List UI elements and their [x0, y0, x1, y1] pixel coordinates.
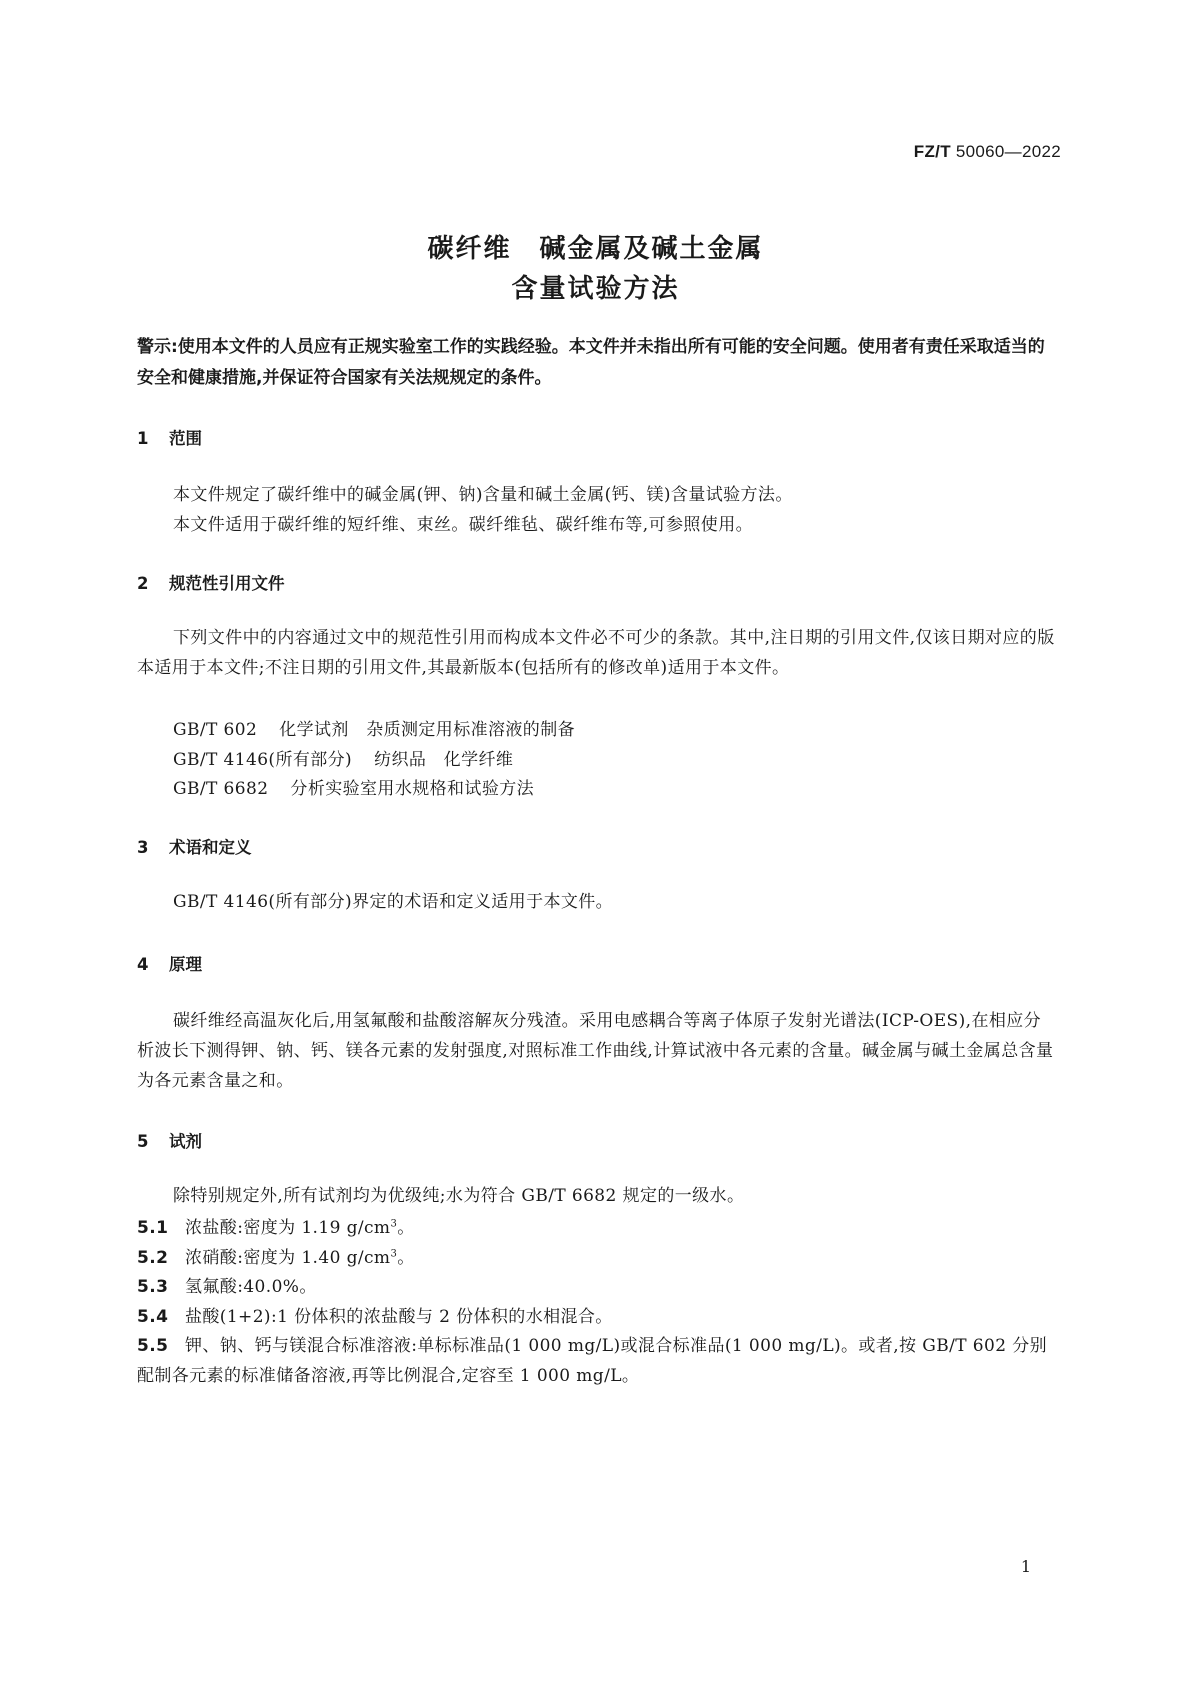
reference-name: 分析实验室用水规格和试验方法: [290, 779, 535, 799]
reference-name: 纺织品 化学纤维: [374, 750, 514, 770]
section-heading-3: [137, 834, 252, 858]
item-text: 浓盐酸:密度为 1.19 g/cm: [185, 1218, 391, 1238]
section-heading-2: [137, 570, 285, 594]
reagent-item: [137, 1243, 415, 1268]
section-heading-5: [137, 1128, 202, 1152]
section-number: 2: [137, 574, 149, 593]
item-text: 浓硝酸:密度为 1.40 g/cm: [185, 1248, 391, 1268]
reagent-item: [137, 1272, 317, 1297]
standard-code: 50060—2022: [950, 142, 1061, 161]
reference-code: GB/T 4146(所有部分): [173, 750, 353, 770]
section-title: 原理: [169, 955, 202, 974]
reagent-item: [137, 1302, 613, 1327]
item-tail: 。: [397, 1218, 415, 1238]
item-number: 5.3: [137, 1277, 169, 1297]
superscript: 3: [390, 1218, 398, 1230]
item-tail: 。: [397, 1248, 415, 1268]
item-number: 5.5: [137, 1336, 169, 1356]
reference-item: [173, 745, 513, 770]
section-number: 4: [137, 955, 149, 974]
item-text: 氢氟酸:40.0%。: [185, 1277, 317, 1297]
section-title: 范围: [169, 429, 202, 448]
reference-item: [173, 715, 575, 740]
paragraph: 除特别规定外,所有试剂均为优级纯;水为符合 GB/T 6682 规定的一级水。: [173, 1186, 745, 1206]
reference-code: GB/T 6682: [173, 779, 269, 799]
reference-item: [173, 774, 534, 799]
item-number: 5.2: [137, 1248, 169, 1268]
standard-prefix: FZ/T: [913, 142, 951, 161]
item-number: 5.4: [137, 1307, 169, 1327]
paragraph: 本文件规定了碳纤维中的碱金属(钾、钠)含量和碱土金属(钙、镁)含量试验方法。: [173, 485, 793, 505]
standard-number: [914, 142, 1061, 162]
document-title-line1: 碳纤维 碱金属及碱土金属: [427, 234, 764, 264]
warning-notice: 警示:使用本文件的人员应有正规实验室工作的实践经验。本文件并未指出所有可能的安全问题。使用者有责任采取适当的安全和健康措施,并保证符合国家有关法规规定的条件。: [137, 337, 1045, 388]
reagent-item: [137, 1213, 415, 1238]
section-heading-1: [137, 425, 202, 449]
paragraph: 本文件适用于碳纤维的短纤维、束丝。碳纤维毡、碳纤维布等,可参照使用。: [173, 515, 754, 535]
reference-code: GB/T 602: [173, 720, 258, 740]
section-number: 3: [137, 838, 149, 857]
paragraph: GB/T 4146(所有部分)界定的术语和定义适用于本文件。: [173, 892, 614, 912]
superscript: 3: [390, 1248, 398, 1260]
section-heading-4: [137, 951, 202, 975]
item-text: 盐酸(1+2):1 份体积的浓盐酸与 2 份体积的水相混合。: [185, 1307, 613, 1327]
item-text: 钾、钠、钙与镁混合标准溶液:单标标准品(1 000 mg/L)或混合标准品(1 000 mg/L)。或者,按 GB/T 602 分别配制各元素的标准储备溶液,再等比例混合,定容至 1 000 mg/L。: [137, 1336, 1048, 1386]
section-number: 1: [137, 429, 149, 448]
section-title: 试剂: [169, 1132, 202, 1151]
reference-name: 化学试剂 杂质测定用标准溶液的制备: [279, 720, 576, 740]
section-title: 规范性引用文件: [169, 574, 285, 593]
page-number: 1: [1020, 1557, 1031, 1576]
reagent-item: [137, 1331, 1055, 1391]
document-title-line2: 含量试验方法: [511, 274, 680, 304]
section-title: 术语和定义: [169, 838, 252, 857]
paragraph: 碳纤维经高温灰化后,用氢氟酸和盐酸溶解灰分残渣。采用电感耦合等离子体原子发射光谱法(ICP-OES),在相应分析波长下测得钾、钠、钙、镁各元素的发射强度,对照标准工作曲线,计算试液中各元素的含量。碱金属与碱土金属总含量为各元素含量之和。: [137, 1011, 1054, 1091]
item-number: 5.1: [137, 1218, 169, 1238]
paragraph: 下列文件中的内容通过文中的规范性引用而构成本文件必不可少的条款。其中,注日期的引用文件,仅该日期对应的版本适用于本文件;不注日期的引用文件,其最新版本(包括所有的修改单)适用于本文件。: [137, 628, 1055, 678]
section-number: 5: [137, 1132, 149, 1151]
